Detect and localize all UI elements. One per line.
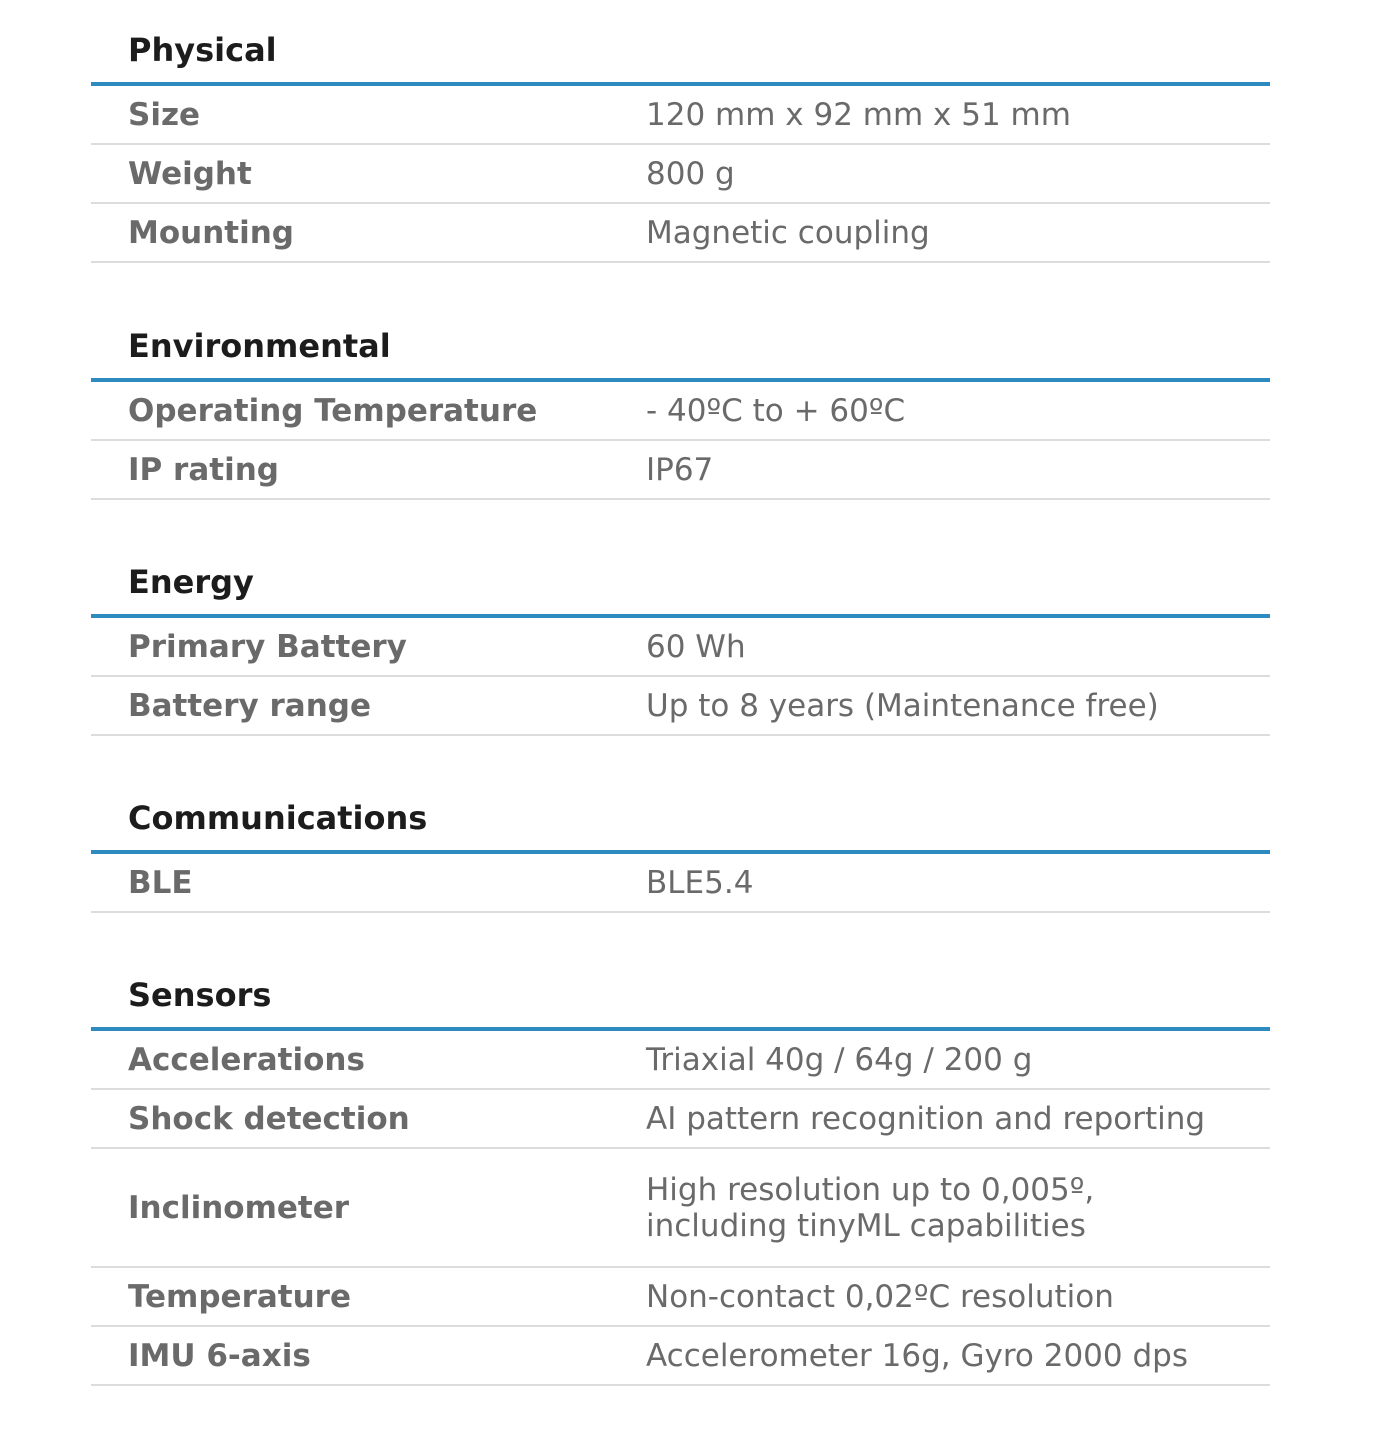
- section-sensors: [91, 945, 1270, 1386]
- section-title: Physical: [91, 0, 1270, 86]
- table-row: [91, 1327, 1270, 1386]
- section-energy: [91, 532, 1270, 736]
- table-row: [91, 1090, 1270, 1149]
- spec-value: 800 g: [646, 155, 735, 192]
- spec-label: Battery range: [128, 687, 371, 724]
- table-row: [91, 1031, 1270, 1090]
- spec-value: Magnetic coupling: [646, 214, 930, 251]
- spec-value: High resolution up to 0,005º, including tinyML capabilities: [646, 1171, 1095, 1244]
- table-row: [91, 1149, 1270, 1268]
- spec-value: 60 Wh: [646, 628, 746, 665]
- spec-label: Shock detection: [128, 1100, 410, 1137]
- spec-label: IP rating: [128, 451, 279, 488]
- table-row: [91, 854, 1270, 913]
- spec-value: Non-contact 0,02ºC resolution: [646, 1278, 1114, 1315]
- table-row: [91, 145, 1270, 204]
- spec-label: Weight: [128, 155, 252, 192]
- section-title: Communications: [91, 768, 1270, 854]
- table-row: [91, 1268, 1270, 1327]
- section-communications: [91, 768, 1270, 913]
- spec-value: IP67: [646, 451, 714, 488]
- spec-label: Operating Temperature: [128, 392, 538, 429]
- spec-value: Triaxial 40g / 64g / 200 g: [646, 1041, 1033, 1078]
- spec-value: - 40ºC to + 60ºC: [646, 392, 906, 429]
- spec-label: Primary Battery: [128, 628, 407, 665]
- section-environmental: [91, 296, 1270, 500]
- spec-label: Size: [128, 96, 201, 133]
- section-title: Sensors: [91, 945, 1270, 1031]
- spec-label: Accelerations: [128, 1041, 365, 1078]
- spec-value: AI pattern recognition and reporting: [646, 1100, 1206, 1137]
- table-row: [91, 204, 1270, 263]
- spec-label: Mounting: [128, 214, 294, 251]
- spec-value: Up to 8 years (Maintenance free): [646, 687, 1159, 724]
- spec-label: BLE: [128, 864, 193, 901]
- table-row: [91, 382, 1270, 441]
- spec-value: Accelerometer 16g, Gyro 2000 dps: [646, 1337, 1188, 1374]
- table-row: [91, 618, 1270, 677]
- spec-value: BLE5.4: [646, 864, 754, 901]
- section-title: Environmental: [91, 296, 1270, 382]
- spec-label: Inclinometer: [128, 1189, 350, 1226]
- table-row: [91, 677, 1270, 736]
- spec-label: IMU 6-axis: [128, 1337, 311, 1374]
- table-row: [91, 86, 1270, 145]
- table-row: [91, 441, 1270, 500]
- spec-value: 120 mm x 92 mm x 51 mm: [646, 96, 1071, 133]
- section-title: Energy: [91, 532, 1270, 618]
- section-physical: [91, 0, 1270, 263]
- spec-label: Temperature: [128, 1278, 351, 1315]
